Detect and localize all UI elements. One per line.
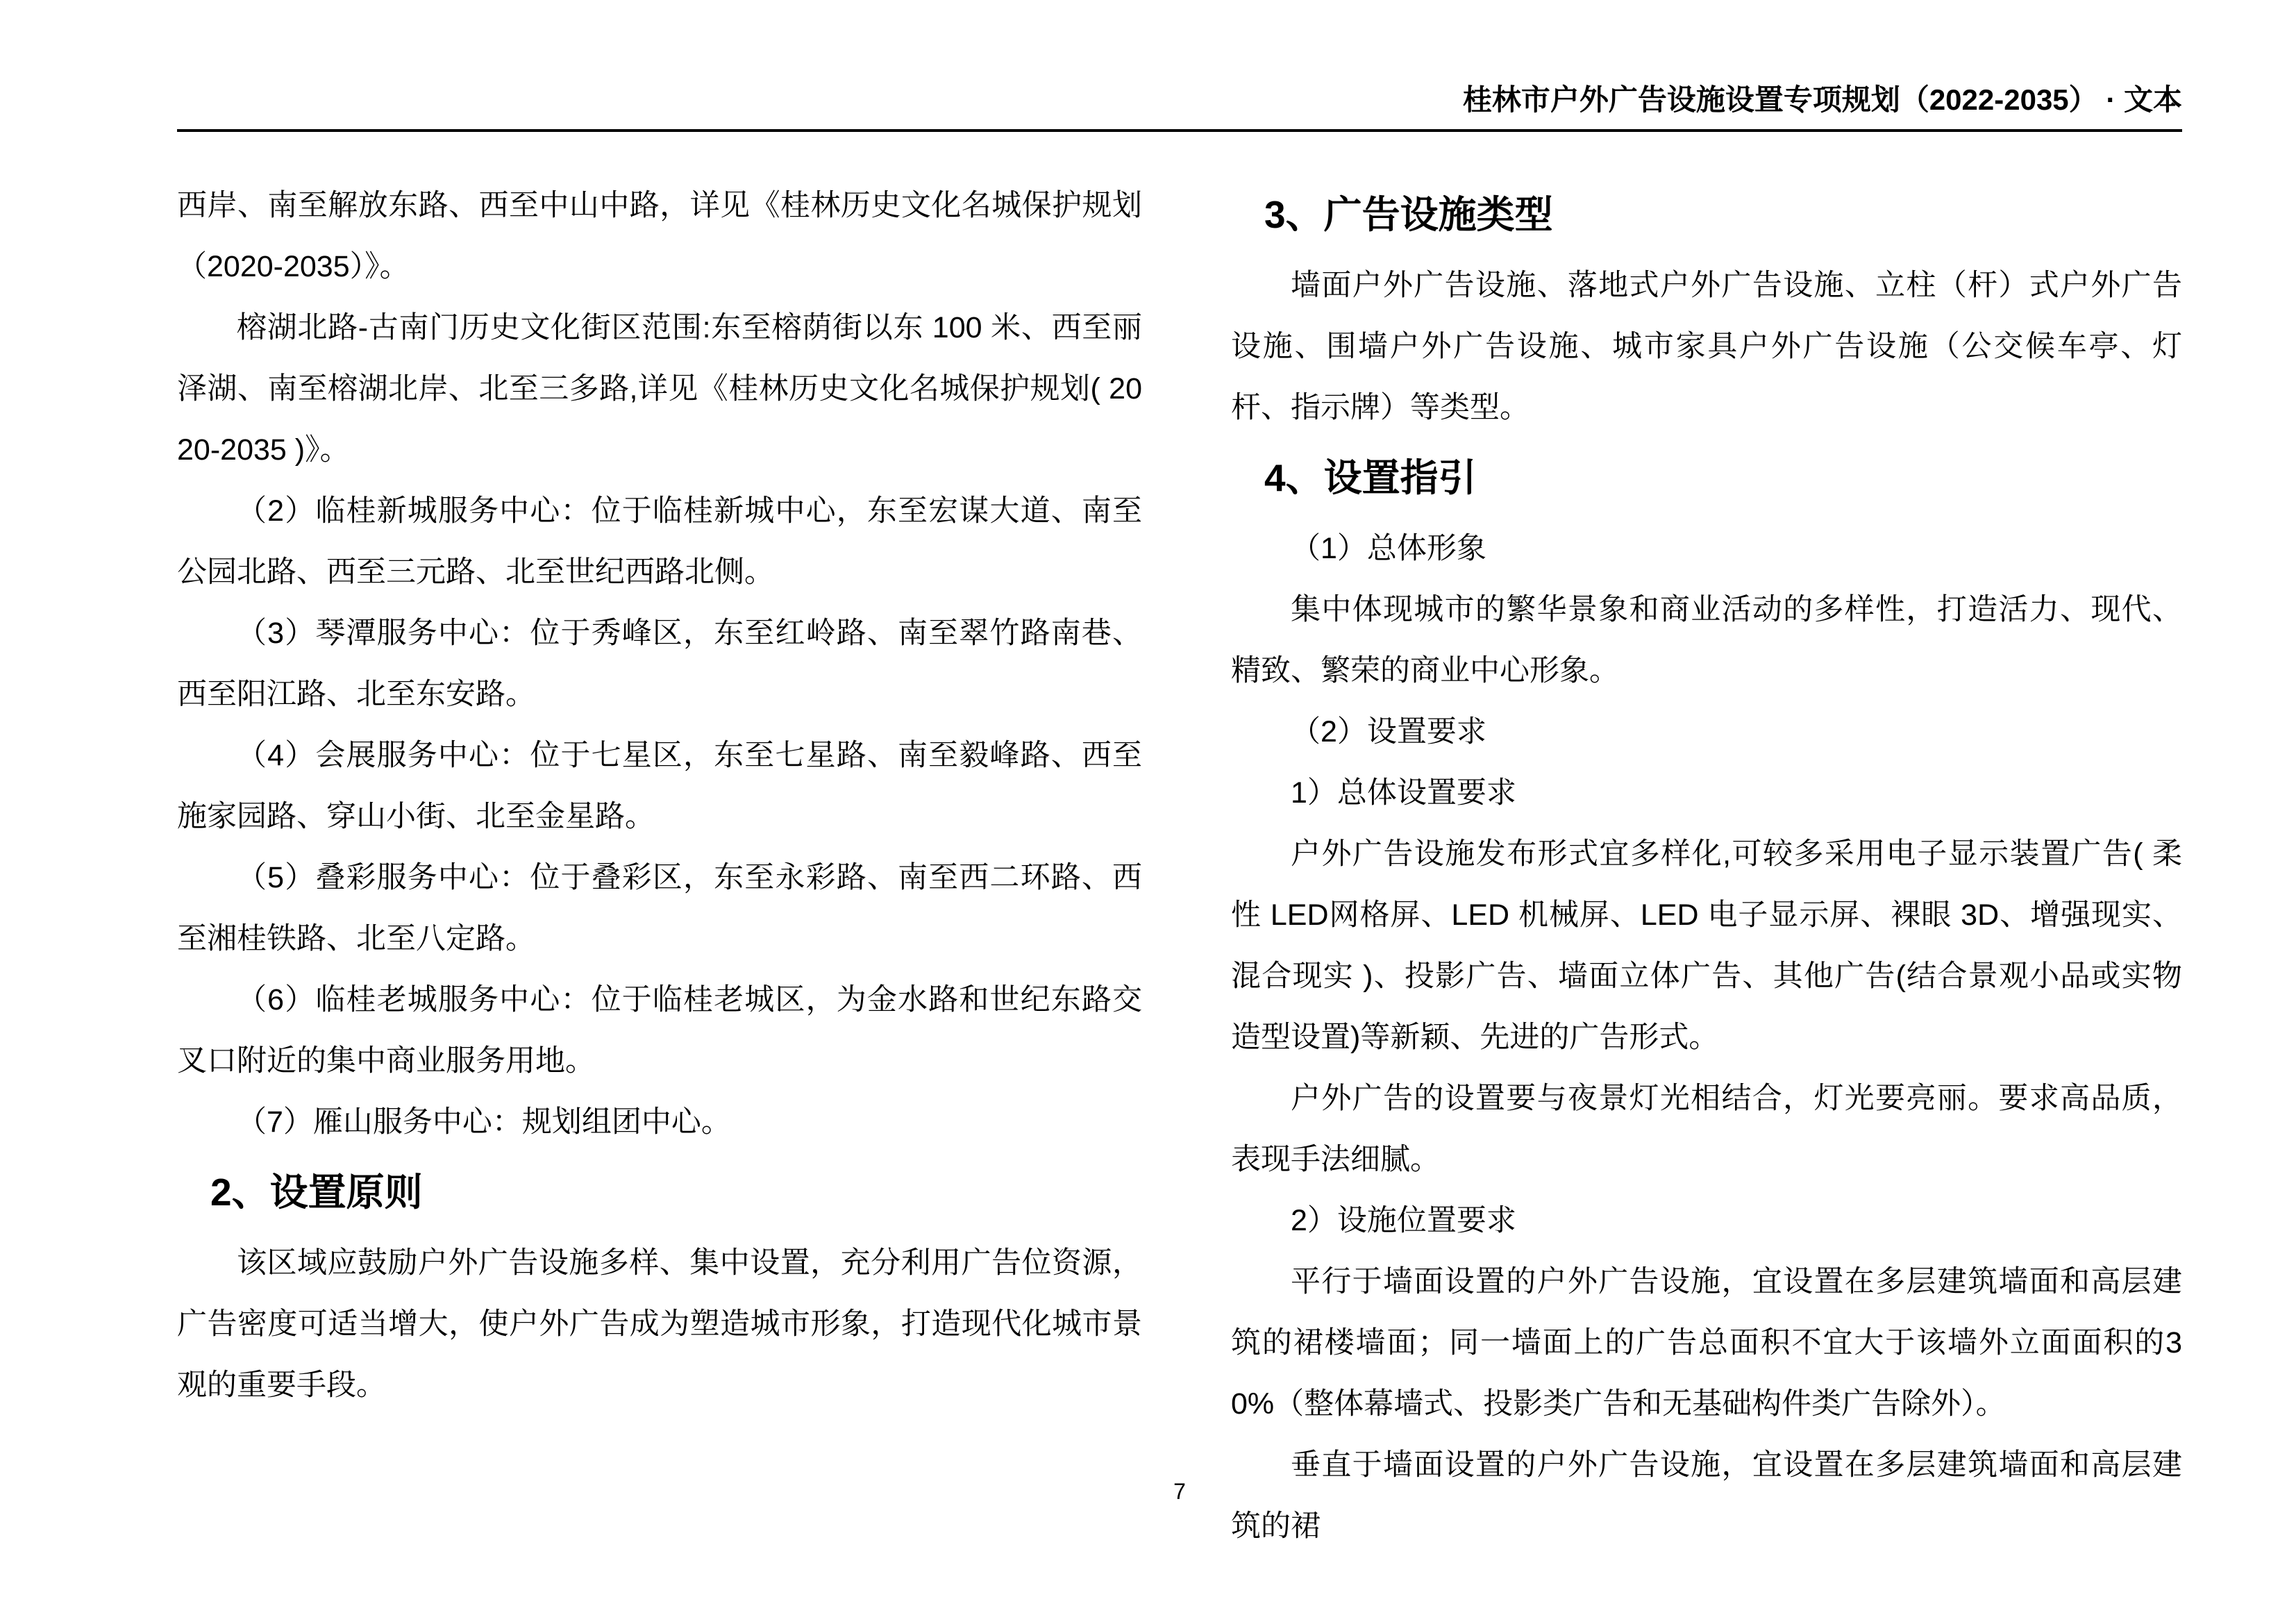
right-column xyxy=(1231,175,2182,1557)
paragraph: （2）临桂新城服务中心：位于临桂新城中心，东至宏谋大道、南至公园北路、西至三元路、北至世纪西路北侧。 xyxy=(177,494,1142,589)
paragraph: 该区域应鼓励户外广告设施多样、集中设置，充分利用广告位资源，广告密度可适当增大，使户外广告成为塑造城市形象，打造现代化城市景观的重要手段。 xyxy=(177,1246,1142,1402)
paragraph: 户外广告的设置要与夜景灯光相结合，灯光要亮丽。要求高品质，表现手法细腻。 xyxy=(1231,1082,2182,1176)
paragraph: （3）琴潭服务中心：位于秀峰区，东至红岭路、南至翠竹路南巷、西至阳江路、北至东安路。 xyxy=(177,617,1142,711)
paragraph: （6）临桂老城服务中心：位于临桂老城区，为金水路和世纪东路交叉口附近的集中商业服务用地。 xyxy=(177,983,1142,1078)
document-body xyxy=(177,175,2182,1557)
paragraph: 户外广告设施发布形式宜多样化,可较多采用电子显示装置广告( 柔性 LED网格屏、LED 机械屏、LED 电子显示屏、裸眼 3D、增强现实、混合现实 )、投影广告、墙面立体广告、其他广告(结合景观小品或实物造型设置)等新颖、先进的广告形式。 xyxy=(1231,837,2182,1054)
section-heading: 3、广告设施类型 xyxy=(1264,193,1553,236)
paragraph: 平行于墙面设置的户外广告设施，宜设置在多层建筑墙面和高层建筑的裙楼墙面；同一墙面上的广告总面积不宜大于该墙外立面面积的30%（整体幕墙式、投影类广告和无基础构件类广告除外）。 xyxy=(1231,1265,2182,1421)
paragraph: （7）雁山服务中心：规划组团中心。 xyxy=(237,1105,731,1139)
paragraph: （1）总体形象 xyxy=(1291,532,1486,565)
paragraph: 集中体现城市的繁华景象和商业活动的多样性，打造活力、现代、精致、繁荣的商业中心形象。 xyxy=(1231,593,2182,687)
paragraph: 1）总体设置要求 xyxy=(1291,776,1516,810)
page-number: 7 xyxy=(1173,1479,1186,1504)
paragraph: （5）叠彩服务中心：位于叠彩区，东至永彩路、南至西二环路、西至湘桂铁路、北至八定路。 xyxy=(177,861,1142,955)
left-column xyxy=(177,175,1142,1557)
paragraph: 垂直于墙面设置的户外广告设施，宜设置在多层建筑墙面和高层建筑的裙 xyxy=(1231,1448,2182,1543)
paragraph: （4）会展服务中心：位于七星区，东至七星路、南至毅峰路、西至施家园路、穿山小街、北至金星路。 xyxy=(177,739,1142,833)
document-header-title: 桂林市户外广告设施设置专项规划（2022-2035） · 文本 xyxy=(177,82,2182,132)
paragraph: 西岸、南至解放东路、西至中山中路，详见《桂林历史文化名城保护规划（2020-2035）》。 xyxy=(177,189,1142,283)
paragraph: 墙面户外广告设施、落地式户外广告设施、立柱（杆）式户外广告设施、围墙户外广告设施、城市家具户外广告设施（公交候车亭、灯杆、指示牌）等类型。 xyxy=(1231,269,2182,424)
section-heading: 2、设置原则 xyxy=(210,1171,423,1214)
section-heading: 4、设置指引 xyxy=(1264,456,1477,499)
paragraph: （2）设置要求 xyxy=(1291,715,1486,748)
paragraph: 2）设施位置要求 xyxy=(1291,1204,1516,1237)
paragraph: 榕湖北路-古南门历史文化街区范围:东至榕荫街以东 100 米、西至丽泽湖、南至榕湖北岸、北至三多路,详见《桂林历史文化名城保护规划( 2020-2035 )》。 xyxy=(177,311,1142,467)
